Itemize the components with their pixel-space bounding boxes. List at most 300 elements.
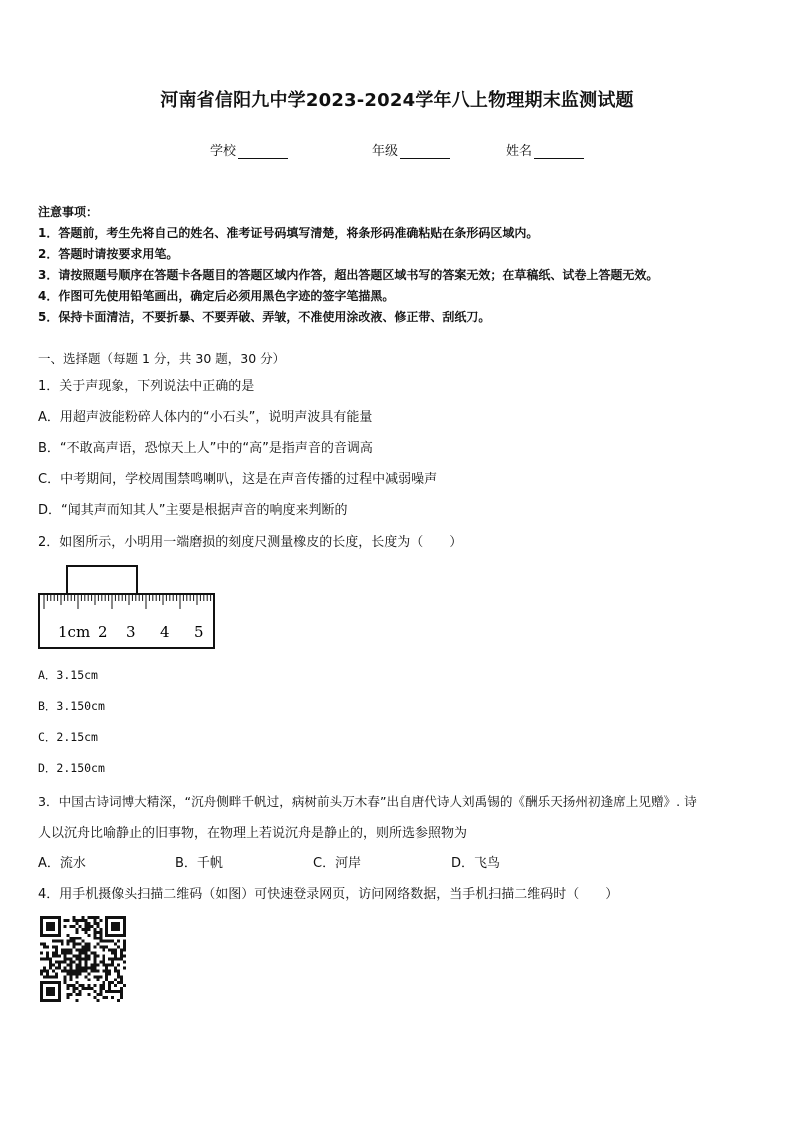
qr-module: [76, 958, 79, 961]
qr-module: [79, 972, 82, 975]
qr-module: [73, 946, 76, 949]
qr-module: [96, 955, 99, 958]
qr-module: [73, 984, 76, 987]
qr-module: [49, 963, 52, 966]
qr-module: [46, 987, 49, 990]
qr-module: [99, 990, 102, 993]
qr-module: [76, 963, 79, 966]
qr-module: [64, 952, 67, 955]
qr-module: [58, 999, 61, 1002]
qr-module: [76, 928, 79, 931]
qr-module: [108, 940, 111, 943]
qr-module: [102, 955, 105, 958]
name-field: [506, 140, 584, 159]
qr-module: [111, 949, 114, 952]
qr-module: [46, 999, 49, 1002]
qr-module: [102, 949, 105, 952]
qr-module: [105, 922, 108, 925]
qr-module: [43, 958, 46, 961]
qr-module: [90, 925, 93, 928]
qr-module: [64, 978, 67, 981]
qr-module: [40, 969, 43, 972]
qr-module: [108, 984, 111, 987]
qr-module: [64, 975, 67, 978]
qr-module: [120, 993, 123, 996]
qr-module: [84, 958, 87, 961]
qr-module: [58, 960, 61, 963]
qr-module: [76, 922, 79, 925]
qr-module: [67, 940, 70, 943]
qr-module: [111, 952, 114, 955]
qr-module: [93, 975, 96, 978]
qr-module: [76, 972, 79, 975]
qr-module: [79, 937, 82, 940]
qr-module: [111, 922, 114, 925]
qr-module: [58, 955, 61, 958]
qr-module: [120, 987, 123, 990]
qr-module: [105, 916, 108, 919]
qr-module: [64, 919, 67, 922]
qr-module: [108, 981, 111, 984]
qr-module: [117, 928, 120, 931]
qr-module: [79, 943, 82, 946]
qr-module: [111, 928, 114, 931]
qr-module: [46, 993, 49, 996]
qr-module: [73, 937, 76, 940]
qr-module: [52, 916, 55, 919]
qr-module: [99, 931, 102, 934]
qr-module: [49, 960, 52, 963]
qr-module: [82, 958, 85, 961]
qr-module: [79, 993, 82, 996]
qr-module: [99, 937, 102, 940]
qr-module: [82, 940, 85, 943]
qr-module: [99, 940, 102, 943]
qr-module: [58, 922, 61, 925]
qr-module: [40, 934, 43, 937]
qr-module: [99, 975, 102, 978]
qr-module: [55, 940, 58, 943]
qr-module: [114, 958, 117, 961]
qr-module: [46, 928, 49, 931]
qr-module: [64, 949, 67, 952]
qr-module: [87, 922, 90, 925]
qr-module: [123, 928, 126, 931]
qr-module: [79, 925, 82, 928]
qr-module: [76, 999, 79, 1002]
qr-module: [105, 996, 108, 999]
qr-module: [93, 916, 96, 919]
qr-module: [70, 952, 73, 955]
qr-module: [76, 975, 79, 978]
qr-module: [99, 987, 102, 990]
qr-module: [70, 984, 73, 987]
qr-module: [70, 949, 73, 952]
qr-module: [84, 987, 87, 990]
qr-module: [43, 966, 46, 969]
qr-module: [67, 934, 70, 937]
question-3-option-a: A．流水: [38, 856, 86, 871]
qr-module: [93, 946, 96, 949]
qr-module: [102, 984, 105, 987]
qr-module: [96, 937, 99, 940]
qr-module: [67, 949, 70, 952]
qr-module: [105, 940, 108, 943]
qr-module: [70, 975, 73, 978]
qr-module: [87, 949, 90, 952]
qr-module: [102, 963, 105, 966]
qr-module: [79, 958, 82, 961]
qr-module: [64, 966, 67, 969]
qr-module: [52, 922, 55, 925]
qr-module: [82, 916, 85, 919]
qr-module: [96, 975, 99, 978]
qr-module: [61, 949, 64, 952]
qr-module: [93, 960, 96, 963]
qr-module: [76, 993, 79, 996]
qr-module: [52, 934, 55, 937]
qr-module: [123, 931, 126, 934]
qr-module: [67, 993, 70, 996]
qr-module: [108, 916, 111, 919]
grade-label: 年级: [372, 144, 399, 159]
qr-module: [67, 984, 70, 987]
qr-module: [79, 949, 82, 952]
qr-module: [76, 981, 79, 984]
qr-module: [55, 999, 58, 1002]
qr-module: [79, 960, 82, 963]
question-1-stem: 1．关于声现象，下列说法中正确的是: [38, 379, 255, 394]
school-field: [210, 140, 288, 159]
qr-module: [93, 919, 96, 922]
ruler-label: 1cm: [58, 623, 91, 641]
qr-module: [93, 958, 96, 961]
qr-module: [61, 952, 64, 955]
qr-module: [111, 996, 114, 999]
qr-module: [55, 981, 58, 984]
qr-module: [82, 949, 85, 952]
grade-blank: [400, 144, 450, 159]
qr-module: [84, 960, 87, 963]
qr-module: [67, 963, 70, 966]
qr-module: [108, 987, 111, 990]
qr-module: [82, 969, 85, 972]
ruler-figure: [36, 562, 220, 652]
qr-module: [52, 955, 55, 958]
qr-module: [96, 993, 99, 996]
qr-module: [49, 922, 52, 925]
qr-module: [58, 981, 61, 984]
qr-module: [82, 919, 85, 922]
qr-module: [105, 966, 108, 969]
ruler-label: 4: [160, 623, 170, 641]
qr-module: [99, 928, 102, 931]
qr-module: [84, 949, 87, 952]
qr-module: [114, 966, 117, 969]
qr-module: [90, 969, 93, 972]
qr-module: [87, 925, 90, 928]
qr-module: [84, 975, 87, 978]
qr-module: [96, 999, 99, 1002]
qr-module: [64, 925, 67, 928]
qr-module: [120, 990, 123, 993]
qr-module: [40, 984, 43, 987]
qr-module: [120, 952, 123, 955]
qr-module: [93, 963, 96, 966]
qr-module: [49, 981, 52, 984]
qr-module: [58, 940, 61, 943]
qr-module: [84, 931, 87, 934]
qr-module: [70, 963, 73, 966]
qr-module: [111, 925, 114, 928]
section-heading: 一、选择题（每题 1 分，共 30 题，30 分）: [38, 351, 286, 366]
qr-module: [49, 987, 52, 990]
qr-module: [73, 940, 76, 943]
qr-module: [84, 943, 87, 946]
qr-module: [99, 934, 102, 937]
page-title: 河南省信阳九中学2023-2024学年八上物理期末监测试题: [160, 90, 634, 111]
qr-module: [111, 958, 114, 961]
qr-module: [82, 952, 85, 955]
qr-module: [123, 984, 126, 987]
qr-module: [79, 963, 82, 966]
qr-module: [123, 916, 126, 919]
qr-module: [46, 981, 49, 984]
qr-module: [52, 925, 55, 928]
qr-module: [40, 987, 43, 990]
qr-module: [52, 975, 55, 978]
notice-item: 4．作图可先使用铅笔画出，确定后必须用黑色字迹的签字笔描黑。: [38, 289, 395, 303]
qr-module: [111, 940, 114, 943]
qr-module: [67, 952, 70, 955]
qr-module: [87, 928, 90, 931]
qr-module: [73, 916, 76, 919]
qr-module: [84, 952, 87, 955]
qr-module: [49, 999, 52, 1002]
qr-module: [111, 960, 114, 963]
qr-module: [49, 916, 52, 919]
qr-module: [123, 946, 126, 949]
qr-module: [99, 993, 102, 996]
qr-module: [123, 943, 126, 946]
question-2-stem: 2．如图所示，小明用一端磨损的刻度尺测量橡皮的长度，长度为（ ）: [38, 535, 463, 550]
question-1-option-a: A．用超声波能粉碎人体内的“小石头”，说明声波具有能量: [38, 410, 373, 425]
qr-module: [58, 919, 61, 922]
qr-module: [61, 943, 64, 946]
question-2-option-d: D．2.150cm: [38, 761, 105, 775]
qr-module: [93, 937, 96, 940]
qr-module: [96, 943, 99, 946]
qr-module: [96, 963, 99, 966]
qr-module: [114, 952, 117, 955]
qr-module: [105, 978, 108, 981]
qr-module: [117, 922, 120, 925]
question-1-option-c: C．中考期间，学校周围禁鸣喇叭，这是在声音传播的过程中减弱噪声: [38, 472, 438, 487]
qr-module: [73, 969, 76, 972]
qr-module: [87, 987, 90, 990]
qr-module: [43, 916, 46, 919]
qr-module: [117, 981, 120, 984]
qr-module: [90, 916, 93, 919]
qr-module: [43, 969, 46, 972]
grade-field: [372, 140, 450, 159]
qr-module: [52, 940, 55, 943]
qr-module: [40, 925, 43, 928]
qr-module: [84, 922, 87, 925]
qr-module: [90, 966, 93, 969]
qr-module: [117, 925, 120, 928]
qr-module: [117, 940, 120, 943]
qr-module: [114, 922, 117, 925]
qr-module: [43, 946, 46, 949]
qr-module: [76, 955, 79, 958]
qr-module: [73, 987, 76, 990]
qr-module: [40, 928, 43, 931]
qr-module: [90, 987, 93, 990]
qr-module: [102, 958, 105, 961]
qr-module: [46, 972, 49, 975]
question-4-stem: 4．用手机摄像头扫描二维码（如图）可快速登录网页，访问网络数据，当手机扫描二维码时（ ）: [38, 887, 619, 902]
qr-module: [84, 963, 87, 966]
qr-module: [70, 993, 73, 996]
qr-module: [96, 969, 99, 972]
qr-module: [46, 969, 49, 972]
qr-module: [58, 963, 61, 966]
qr-module: [40, 958, 43, 961]
qr-module: [114, 925, 117, 928]
qr-module: [108, 990, 111, 993]
qr-module: [67, 987, 70, 990]
qr-module: [117, 972, 120, 975]
qr-module: [82, 946, 85, 949]
qr-module: [67, 943, 70, 946]
qr-module: [114, 984, 117, 987]
qr-module: [40, 931, 43, 934]
notice-item: 5．保持卡面清洁，不要折暴、不要弄破、弄皱，不准使用涂改液、修正带、刮纸刀。: [38, 310, 491, 324]
qr-module: [108, 934, 111, 937]
qr-module: [93, 934, 96, 937]
school-blank: [238, 144, 288, 159]
qr-module: [46, 934, 49, 937]
qr-module: [84, 969, 87, 972]
qr-module: [87, 943, 90, 946]
qr-module: [93, 990, 96, 993]
qr-module: [114, 934, 117, 937]
qr-module: [117, 916, 120, 919]
qr-module: [123, 949, 126, 952]
question-3-option-c: C．河岸: [313, 856, 362, 871]
qr-module: [87, 966, 90, 969]
qr-module: [123, 955, 126, 958]
qr-module: [120, 949, 123, 952]
ruler-label: 5: [194, 623, 204, 641]
qr-module: [105, 990, 108, 993]
qr-module: [120, 958, 123, 961]
qr-module: [49, 966, 52, 969]
qr-module: [52, 990, 55, 993]
qr-module: [46, 955, 49, 958]
qr-module: [93, 952, 96, 955]
qr-module: [105, 928, 108, 931]
qr-module: [102, 987, 105, 990]
qr-module: [49, 934, 52, 937]
qr-module: [70, 937, 73, 940]
qr-module: [93, 996, 96, 999]
qr-module: [61, 960, 64, 963]
qr-module: [55, 916, 58, 919]
qr-module: [46, 975, 49, 978]
qr-module: [87, 958, 90, 961]
question-1-option-b: B．“不敢高声语，恐惊天上人”中的“高”是指声音的音调高: [38, 441, 373, 456]
notice-item: 3．请按照题号顺序在答题卡各题目的答题区域内作答，超出答题区域书写的答案无效；在草稿纸、试卷上答题无效。: [38, 268, 659, 282]
qr-module: [73, 919, 76, 922]
qr-module: [111, 990, 114, 993]
qr-module: [108, 969, 111, 972]
qr-module: [111, 934, 114, 937]
qr-module: [70, 969, 73, 972]
qr-module: [102, 960, 105, 963]
qr-module: [52, 969, 55, 972]
qr-module: [117, 946, 120, 949]
ruler-label: 3: [126, 623, 136, 641]
qr-module: [108, 949, 111, 952]
qr-module: [73, 943, 76, 946]
qr-module: [82, 984, 85, 987]
qr-module: [123, 966, 126, 969]
qr-module: [114, 990, 117, 993]
qr-module: [76, 987, 79, 990]
qr-module: [96, 978, 99, 981]
qr-module: [43, 934, 46, 937]
qr-module: [52, 981, 55, 984]
student-info-row: [0, 140, 794, 160]
qr-module: [102, 969, 105, 972]
qr-module: [117, 969, 120, 972]
qr-module: [64, 955, 67, 958]
qr-module: [82, 966, 85, 969]
qr-module: [73, 925, 76, 928]
qr-module: [87, 993, 90, 996]
qr-module: [105, 963, 108, 966]
qr-module: [49, 958, 52, 961]
qr-module: [58, 928, 61, 931]
qr-module: [117, 963, 120, 966]
qr-module: [114, 978, 117, 981]
qr-module: [105, 972, 108, 975]
qr-module: [123, 925, 126, 928]
qr-module: [79, 990, 82, 993]
qr-module: [99, 960, 102, 963]
qr-module: [55, 946, 58, 949]
qr-module: [58, 925, 61, 928]
qr-module: [58, 984, 61, 987]
question-3-option-d: D．飞鸟: [451, 856, 501, 871]
qr-module: [105, 931, 108, 934]
qr-module: [117, 999, 120, 1002]
qr-module: [49, 990, 52, 993]
qr-module: [111, 916, 114, 919]
qr-module: [96, 916, 99, 919]
qr-module: [102, 946, 105, 949]
qr-module: [76, 969, 79, 972]
qr-module: [61, 969, 64, 972]
qr-module: [117, 975, 120, 978]
qr-module: [99, 919, 102, 922]
qr-module: [40, 981, 43, 984]
qr-module: [114, 949, 117, 952]
qr-module: [84, 925, 87, 928]
qr-module: [49, 975, 52, 978]
